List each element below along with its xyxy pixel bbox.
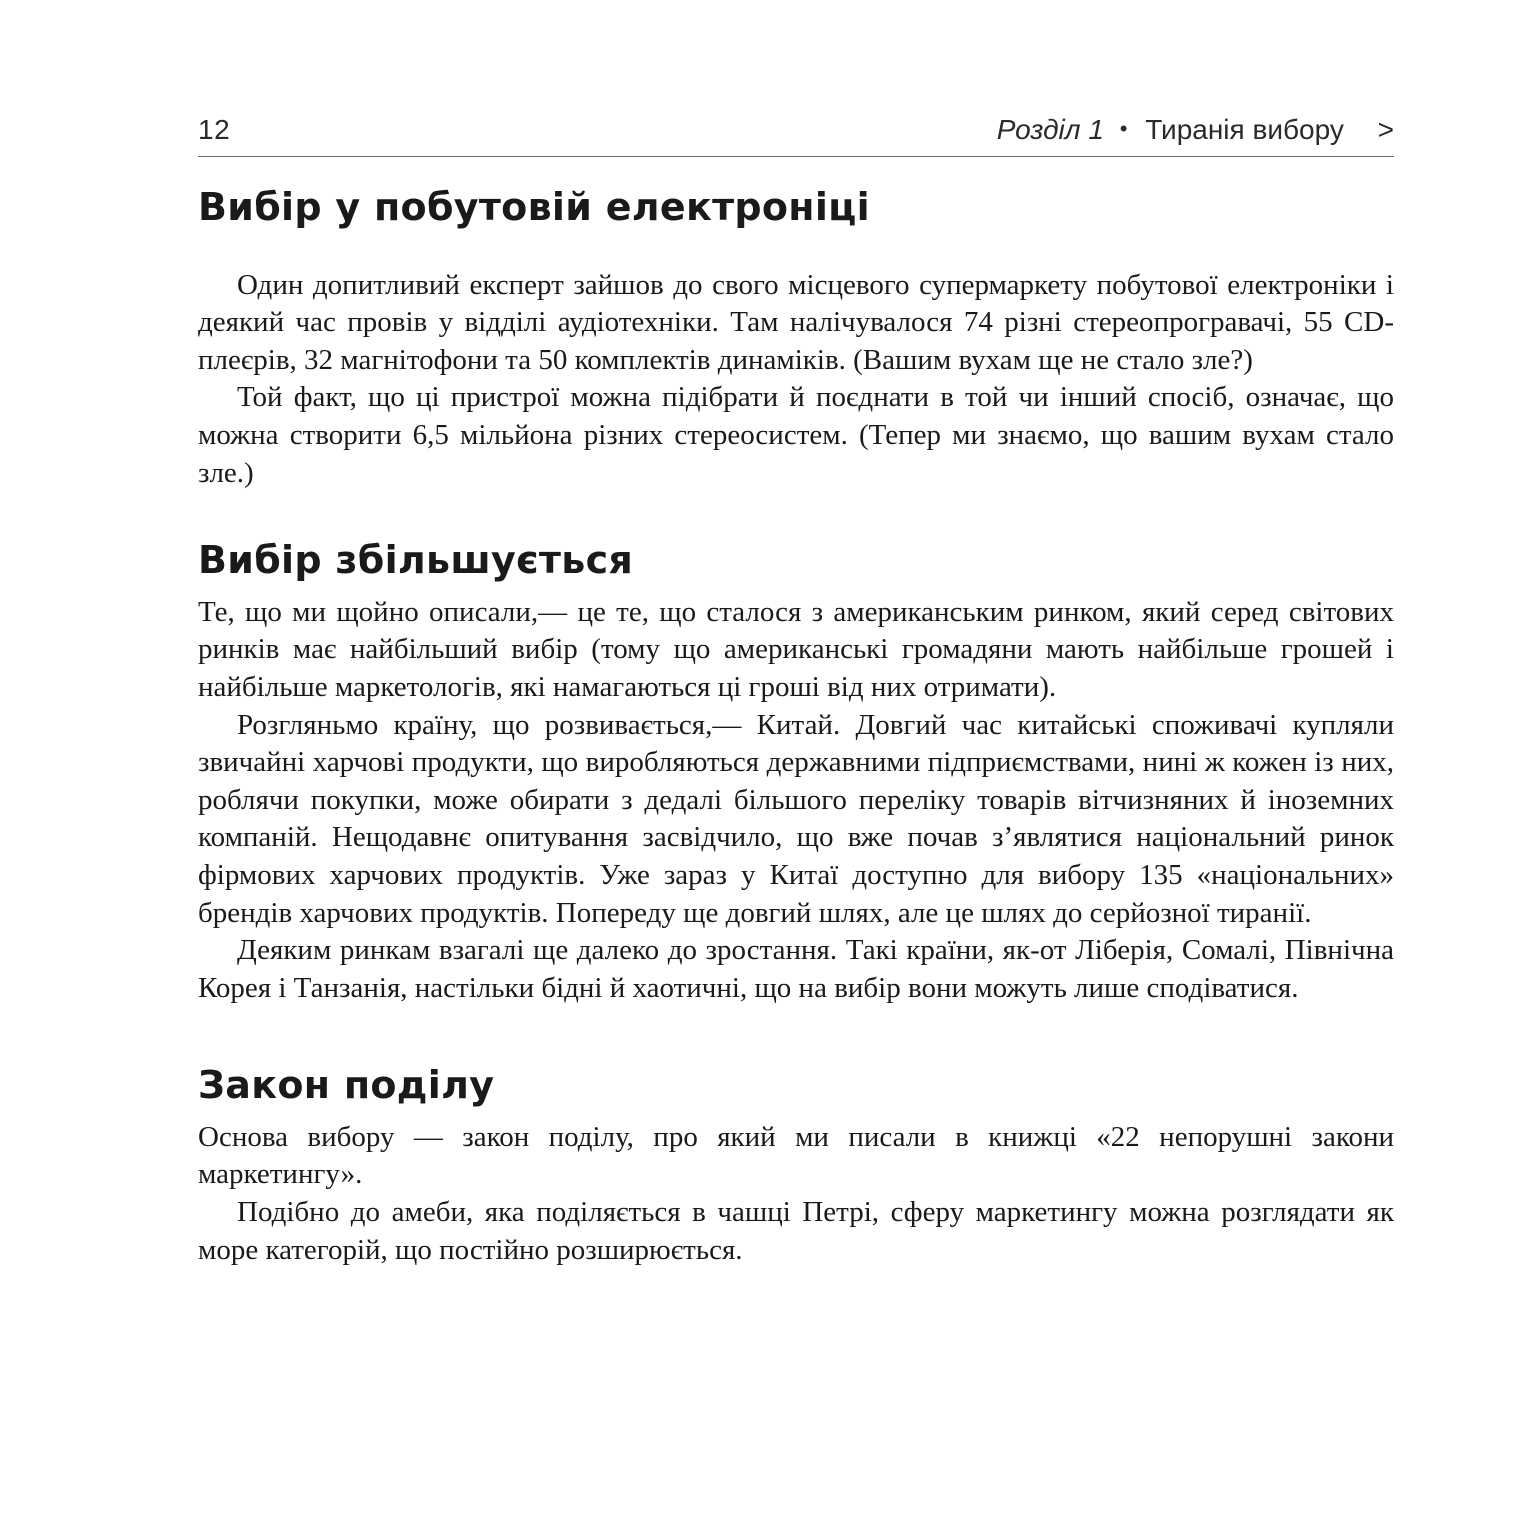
section-heading-electronics: Вибір у побутовій електроніці xyxy=(198,185,870,229)
section-heading-law-of-division: Закон поділу xyxy=(198,1063,495,1108)
paragraph: Розгляньмо країну, що розвивається,— Китай. Довгий час китайські споживачі купляли звичайні харчові продукти, що виробляються державними підприємствами, нині ж кожен із них, роблячи покупки, може обирати з дедалі більшого переліку товарів вітчизняних й іноземних компаній. Нещодавнє опитування засвідчило, що вже почав з’являтися національний ринок фірмових харчових продуктів. Уже зараз у Китаї доступно для вибору 135 «національних» брендів харчових продуктів. Попереду ще довгий шлях, але це шлях до серйозної тиранії. xyxy=(198,708,1394,929)
bullet-separator: • xyxy=(1119,116,1128,141)
chapter-title: Тиранія вибору xyxy=(1145,114,1344,145)
chapter-label: Розділ 1 xyxy=(996,114,1104,145)
chapter-header xyxy=(997,114,1394,146)
paragraph: Деяким ринкам взагалі ще далеко до зростання. Такі країни, як-от Ліберія, Сомалі, Північна Корея і Танзанія, настільки бідні й хаотичні, що на вибір вони можуть лише сподіватися. xyxy=(198,934,1394,1004)
paragraph: Основа вибору — закон поділу, про який ми писали в книжці «22 непорушні закони маркетингу». xyxy=(198,1120,1394,1191)
paragraph: Той факт, що ці пристрої можна підібрати й поєднати в той чи інший спосіб, означає, що можна створити 6,5 мільйона різних стереосистем. (Тепер ми знаємо, що вашим вухам стало зле.) xyxy=(198,381,1394,489)
page-number: 12 xyxy=(198,114,231,145)
running-header xyxy=(198,112,1394,157)
paragraph: Подібно до амеби, яка поділяється в чашці Петрі, сферу маркетингу можна розглядати як море категорій, що постійно розширюється. xyxy=(198,1196,1394,1266)
paragraph: Один допитливий експерт зайшов до свого місцевого супермаркету побутової електроніки і деякий час провів у відділі аудіотехніки. Там налічувалося 74 різні стереопрогравачі, 55 CD-плеєрів, 32 магнітофони та 50 комплектів динаміків. (Вашим вухам ще не стало зле?) xyxy=(198,268,1394,376)
book-page xyxy=(198,112,1394,1269)
paragraph: Те, що ми щойно описали,— це те, що сталося з американським ринком, який серед світових ринків має найбільший вибір (тому що американські громадяни мають найбільше грошей і найбільше маркетологів, які намагаються ці гроші від них отримати). xyxy=(198,595,1394,703)
chevron-right-icon: > xyxy=(1377,114,1394,145)
section-heading-choice-grows: Вибір збільшується xyxy=(198,538,634,583)
